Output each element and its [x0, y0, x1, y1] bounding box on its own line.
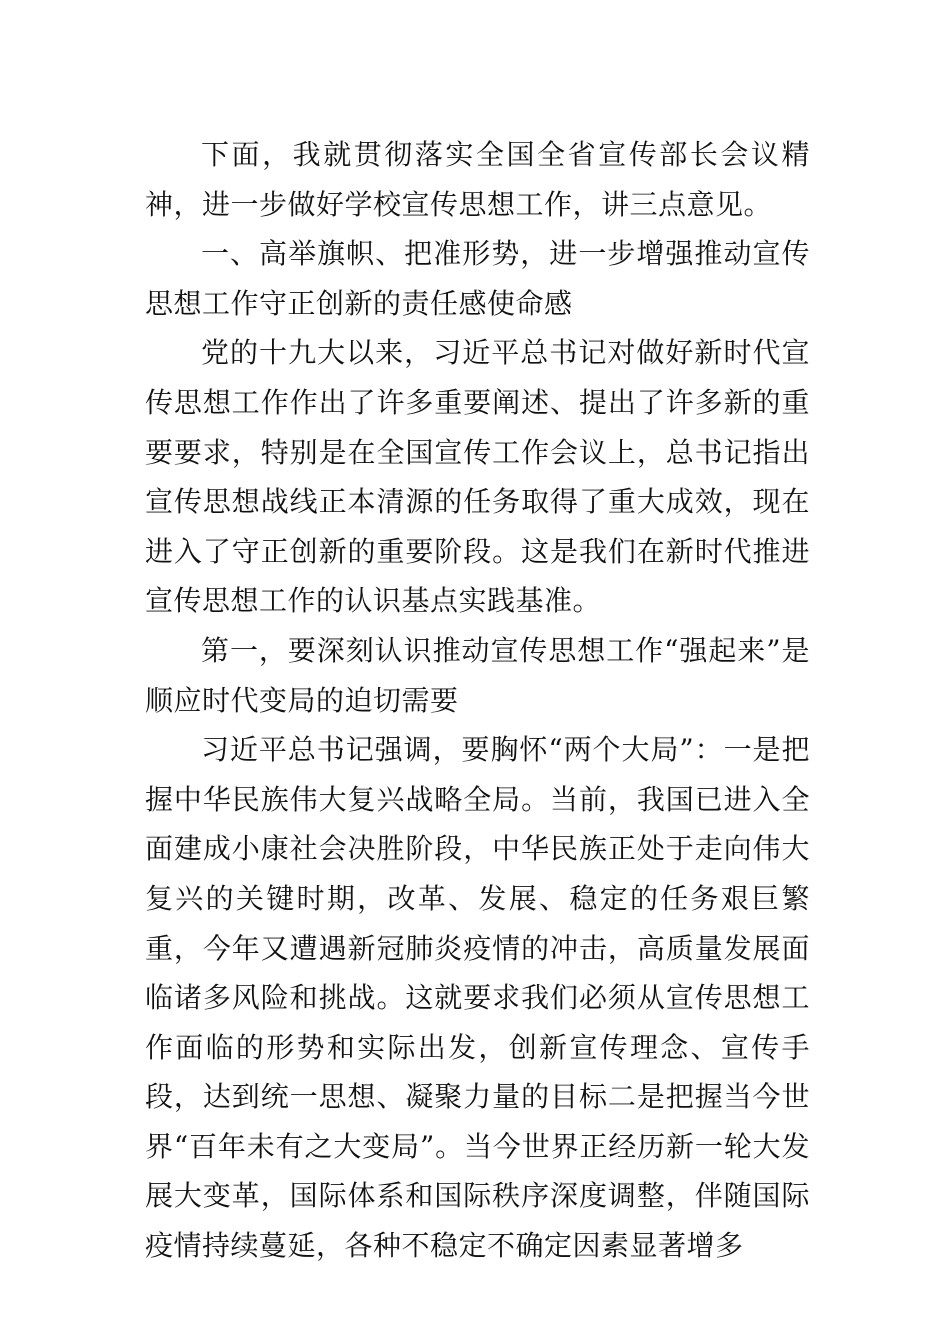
subsection-heading-1: 第一，要深刻认识推动宣传思想工作“强起来”是顺应时代变局的迫切需要	[145, 633, 810, 717]
paragraph-body-1: 党的十九大以来，习近平总书记对做好新时代宣传思想工作作出了许多重要阐述、提出了许多新的重要要求，特别是在全国宣传工作会议上，总书记指出宣传思想战线正本清源的任务取得了重大成效，现在进入了守正创新的重要阶段。这是我们在新时代推进宣传思想工作的认识基点实践基准。	[145, 336, 810, 618]
document-body	[145, 130, 810, 1271]
paragraph-body-2: 习近平总书记强调，要胸怀“两个大局”：一是把握中华民族伟大复兴战略全局。当前，我国已进入全面建成小康社会决胜阶段，中华民族正处于走向伟大复兴的关键时期，改革、发展、稳定的任务艰巨繁重，今年又遭遇新冠肺炎疫情的冲击，高质量发展面临诸多风险和挑战。这就要求我们必须从宣传思想工作面临的形势和实际出发，创新宣传理念、宣传手段，达到统一思想、凝聚力量的目标二是把握当今世界“百年未有之大变局”。当今世界正经历新一轮大发展大变革，国际体系和国际秩序深度调整，伴随国际疫情持续蔓延，各种不稳定不确定因素显著增多	[145, 733, 810, 1263]
paragraph-intro: 下面，我就贯彻落实全国全省宣传部长会议精神，进一步做好学校宣传思想工作，讲三点意见。	[145, 138, 810, 221]
section-heading-1: 一、高举旗帜、把准形势，进一步增强推动宣传思想工作守正创新的责任感使命感	[145, 237, 810, 320]
